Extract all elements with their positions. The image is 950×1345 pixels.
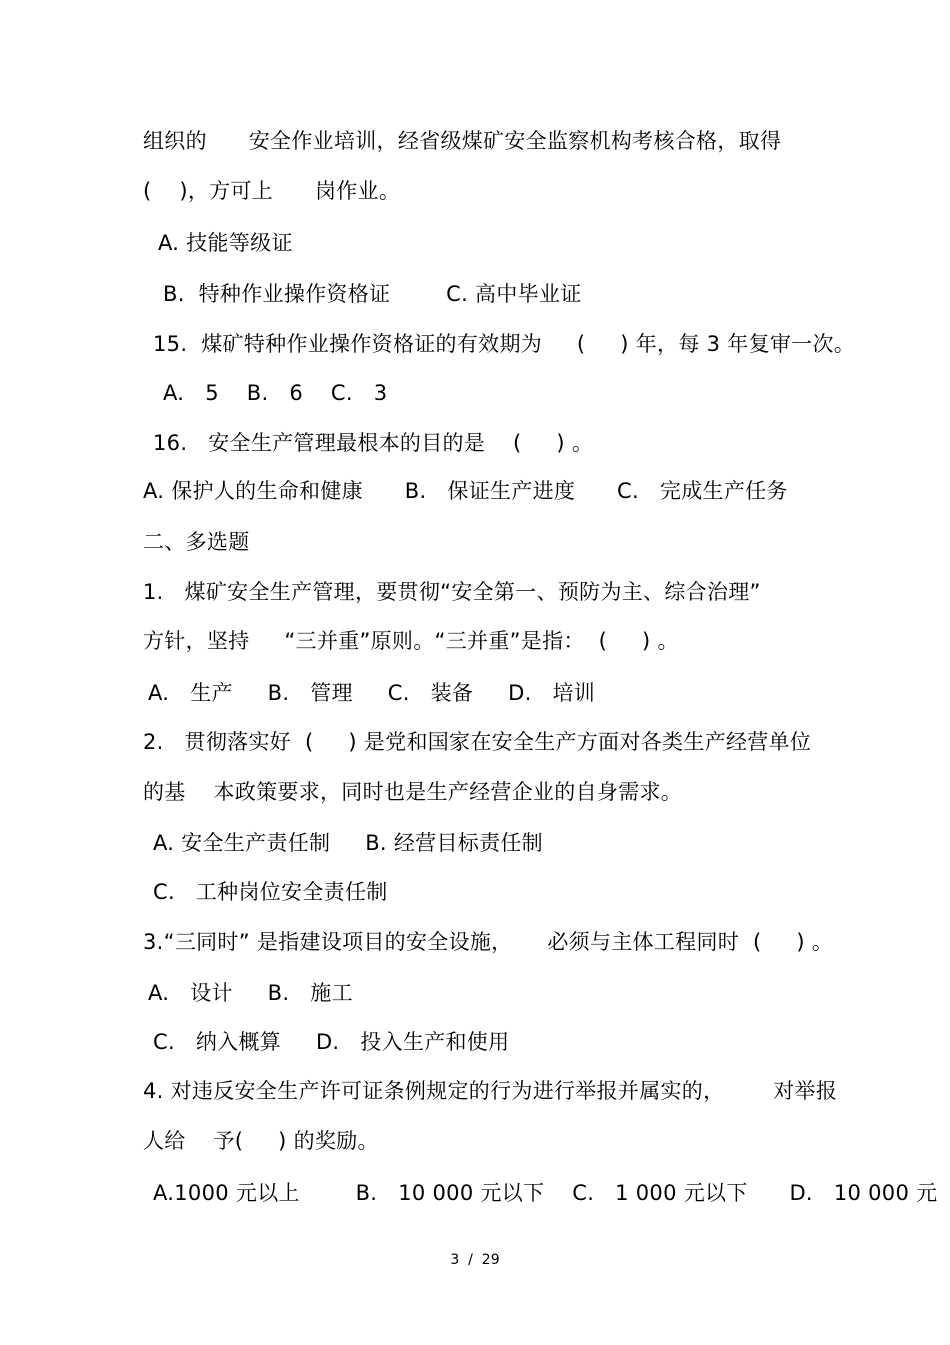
answer-options: C. 工种岗位安全责任制 xyxy=(153,880,388,904)
answer-options: B. 特种作业操作资格证 C. 高中毕业证 xyxy=(163,282,582,306)
page-number: 3 / 29 xyxy=(450,1252,500,1268)
answer-options: A.1000 元以上 B. 10 000 元以下 C. 1 000 元以下 D. 10 000 元 xyxy=(153,1181,938,1205)
text-line: 组织的 安全作业培训，经省级煤矿安全监察机构考核合格，取得 xyxy=(143,129,782,153)
question-15: 15. 煤矿特种作业操作资格证的有效期为 ( ) 年，每 3 年复审一次。 xyxy=(153,332,856,356)
text-line: 人给 予( ) 的奖励。 xyxy=(143,1129,379,1153)
section-heading: 二、多选题 xyxy=(143,530,250,554)
answer-options: A. 安全生产责任制 B. 经营目标责任制 xyxy=(153,831,543,855)
answer-options: A. 5 B. 6 C. 3 xyxy=(163,381,388,405)
answer-options: A. 设计 B. 施工 xyxy=(148,981,353,1005)
question-4: 4. 对违反安全生产许可证条例规定的行为进行举报并属实的， 对举报 xyxy=(143,1079,838,1103)
question-3: 3.“三同时” 是指建设项目的安全设施， 必须与主体工程同时 ( ) 。 xyxy=(143,930,834,954)
answer-options: A. 保护人的生命和健康 B. 保证生产进度 C. 完成生产任务 xyxy=(143,479,788,503)
text-line: ( )，方可上 岗作业。 xyxy=(143,179,401,203)
question-16: 16. 安全生产管理最根本的目的是 ( ) 。 xyxy=(153,431,594,455)
answer-options: C. 纳入概算 D. 投入生产和使用 xyxy=(153,1030,510,1054)
answer-options: A. 技能等级证 xyxy=(158,231,293,255)
text-line: 的基 本政策要求，同时也是生产经营企业的自身需求。 xyxy=(143,780,683,804)
text-line: 方针，坚持 “三并重”原则。“三并重”是指： ( ) 。 xyxy=(143,629,679,653)
answer-options: A. 生产 B. 管理 C. 装备 D. 培训 xyxy=(148,681,596,705)
question-2: 2. 贯彻落实好 ( ) 是党和国家在安全生产方面对各类生产经营单位 xyxy=(143,730,812,754)
question-1: 1. 煤矿安全生产管理，要贯彻“安全第一、预防为主、综合治理” xyxy=(143,580,761,604)
